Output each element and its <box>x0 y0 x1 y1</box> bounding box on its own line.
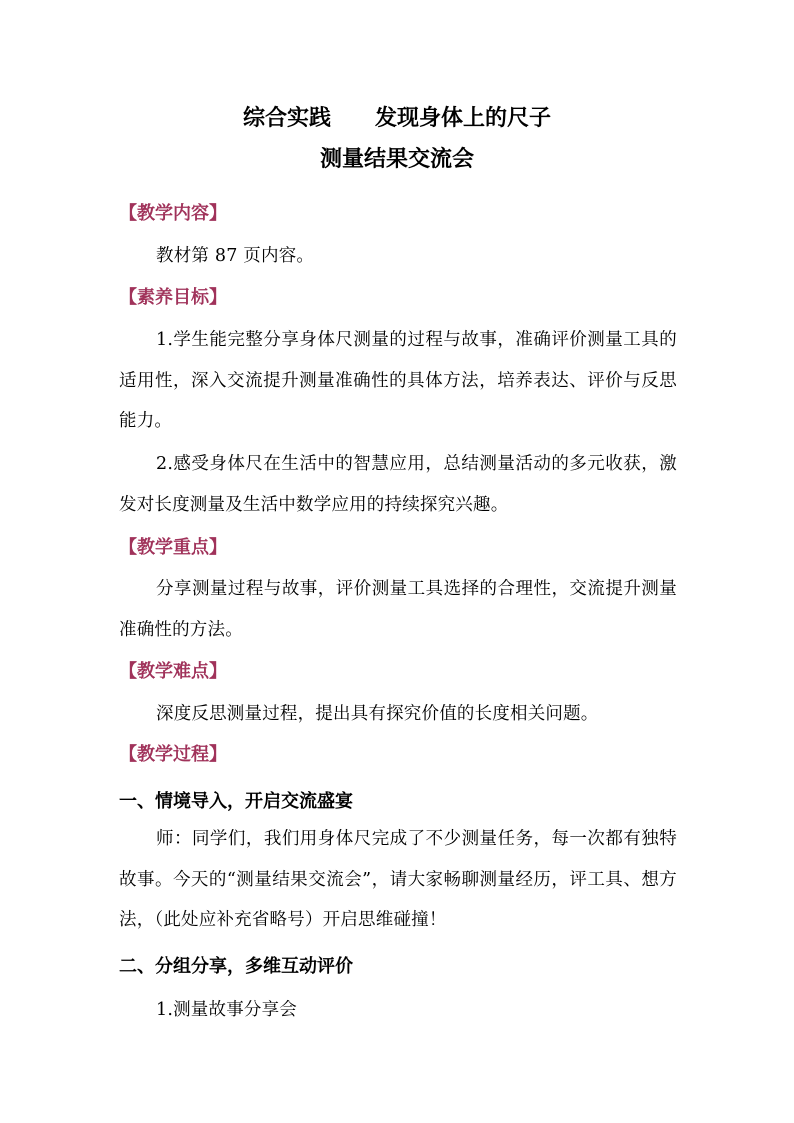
difficulties-heading: 【教学难点】 <box>119 661 227 682</box>
difficulties-paragraph: 深度反思测量过程，提出具有探究价值的长度相关问题。 <box>156 704 599 724</box>
key-points-paragraph: 分享测量过程与故事，评价测量工具选择的合理性，交流提升测量准确性的方法。 <box>119 579 677 640</box>
document-title: 综合实践 发现身体上的尺子 <box>242 105 551 131</box>
section-1-title: 一、情境导入，开启交流盛宴 <box>119 791 353 812</box>
key-points-heading: 【教学重点】 <box>119 537 227 558</box>
section-1-paragraph: 师：同学们，我们用身体尺完成了不少测量任务，每一次都有独特故事。今天的“测量结果交流会”，请大家畅聊测量经历，评工具、想方法，（此处应补充省略号）开启思维碰撞！ <box>119 829 677 930</box>
goals-item-2: 2.感受身体尺在生活中的智慧应用，总结测量活动的多元收获，激发对长度测量及生活中数学应用的持续探究兴趣。 <box>119 454 677 515</box>
goals-heading: 【素养目标】 <box>119 287 227 308</box>
content-heading: 【教学内容】 <box>119 203 227 224</box>
document-subtitle: 测量结果交流会 <box>319 146 474 172</box>
section-2-subitem-1: 1.测量故事分享会 <box>156 1000 297 1020</box>
content-paragraph: 教材第 87 页内容。 <box>156 246 315 266</box>
goals-item-1: 1.学生能完整分享身体尺测量的过程与故事，准确评价测量工具的适用性，深入交流提升测量准确性的具体方法，培养表达、评价与反思能力。 <box>119 330 677 431</box>
process-heading: 【教学过程】 <box>119 744 227 765</box>
section-2-title: 二、分组分享，多维互动评价 <box>119 956 353 977</box>
